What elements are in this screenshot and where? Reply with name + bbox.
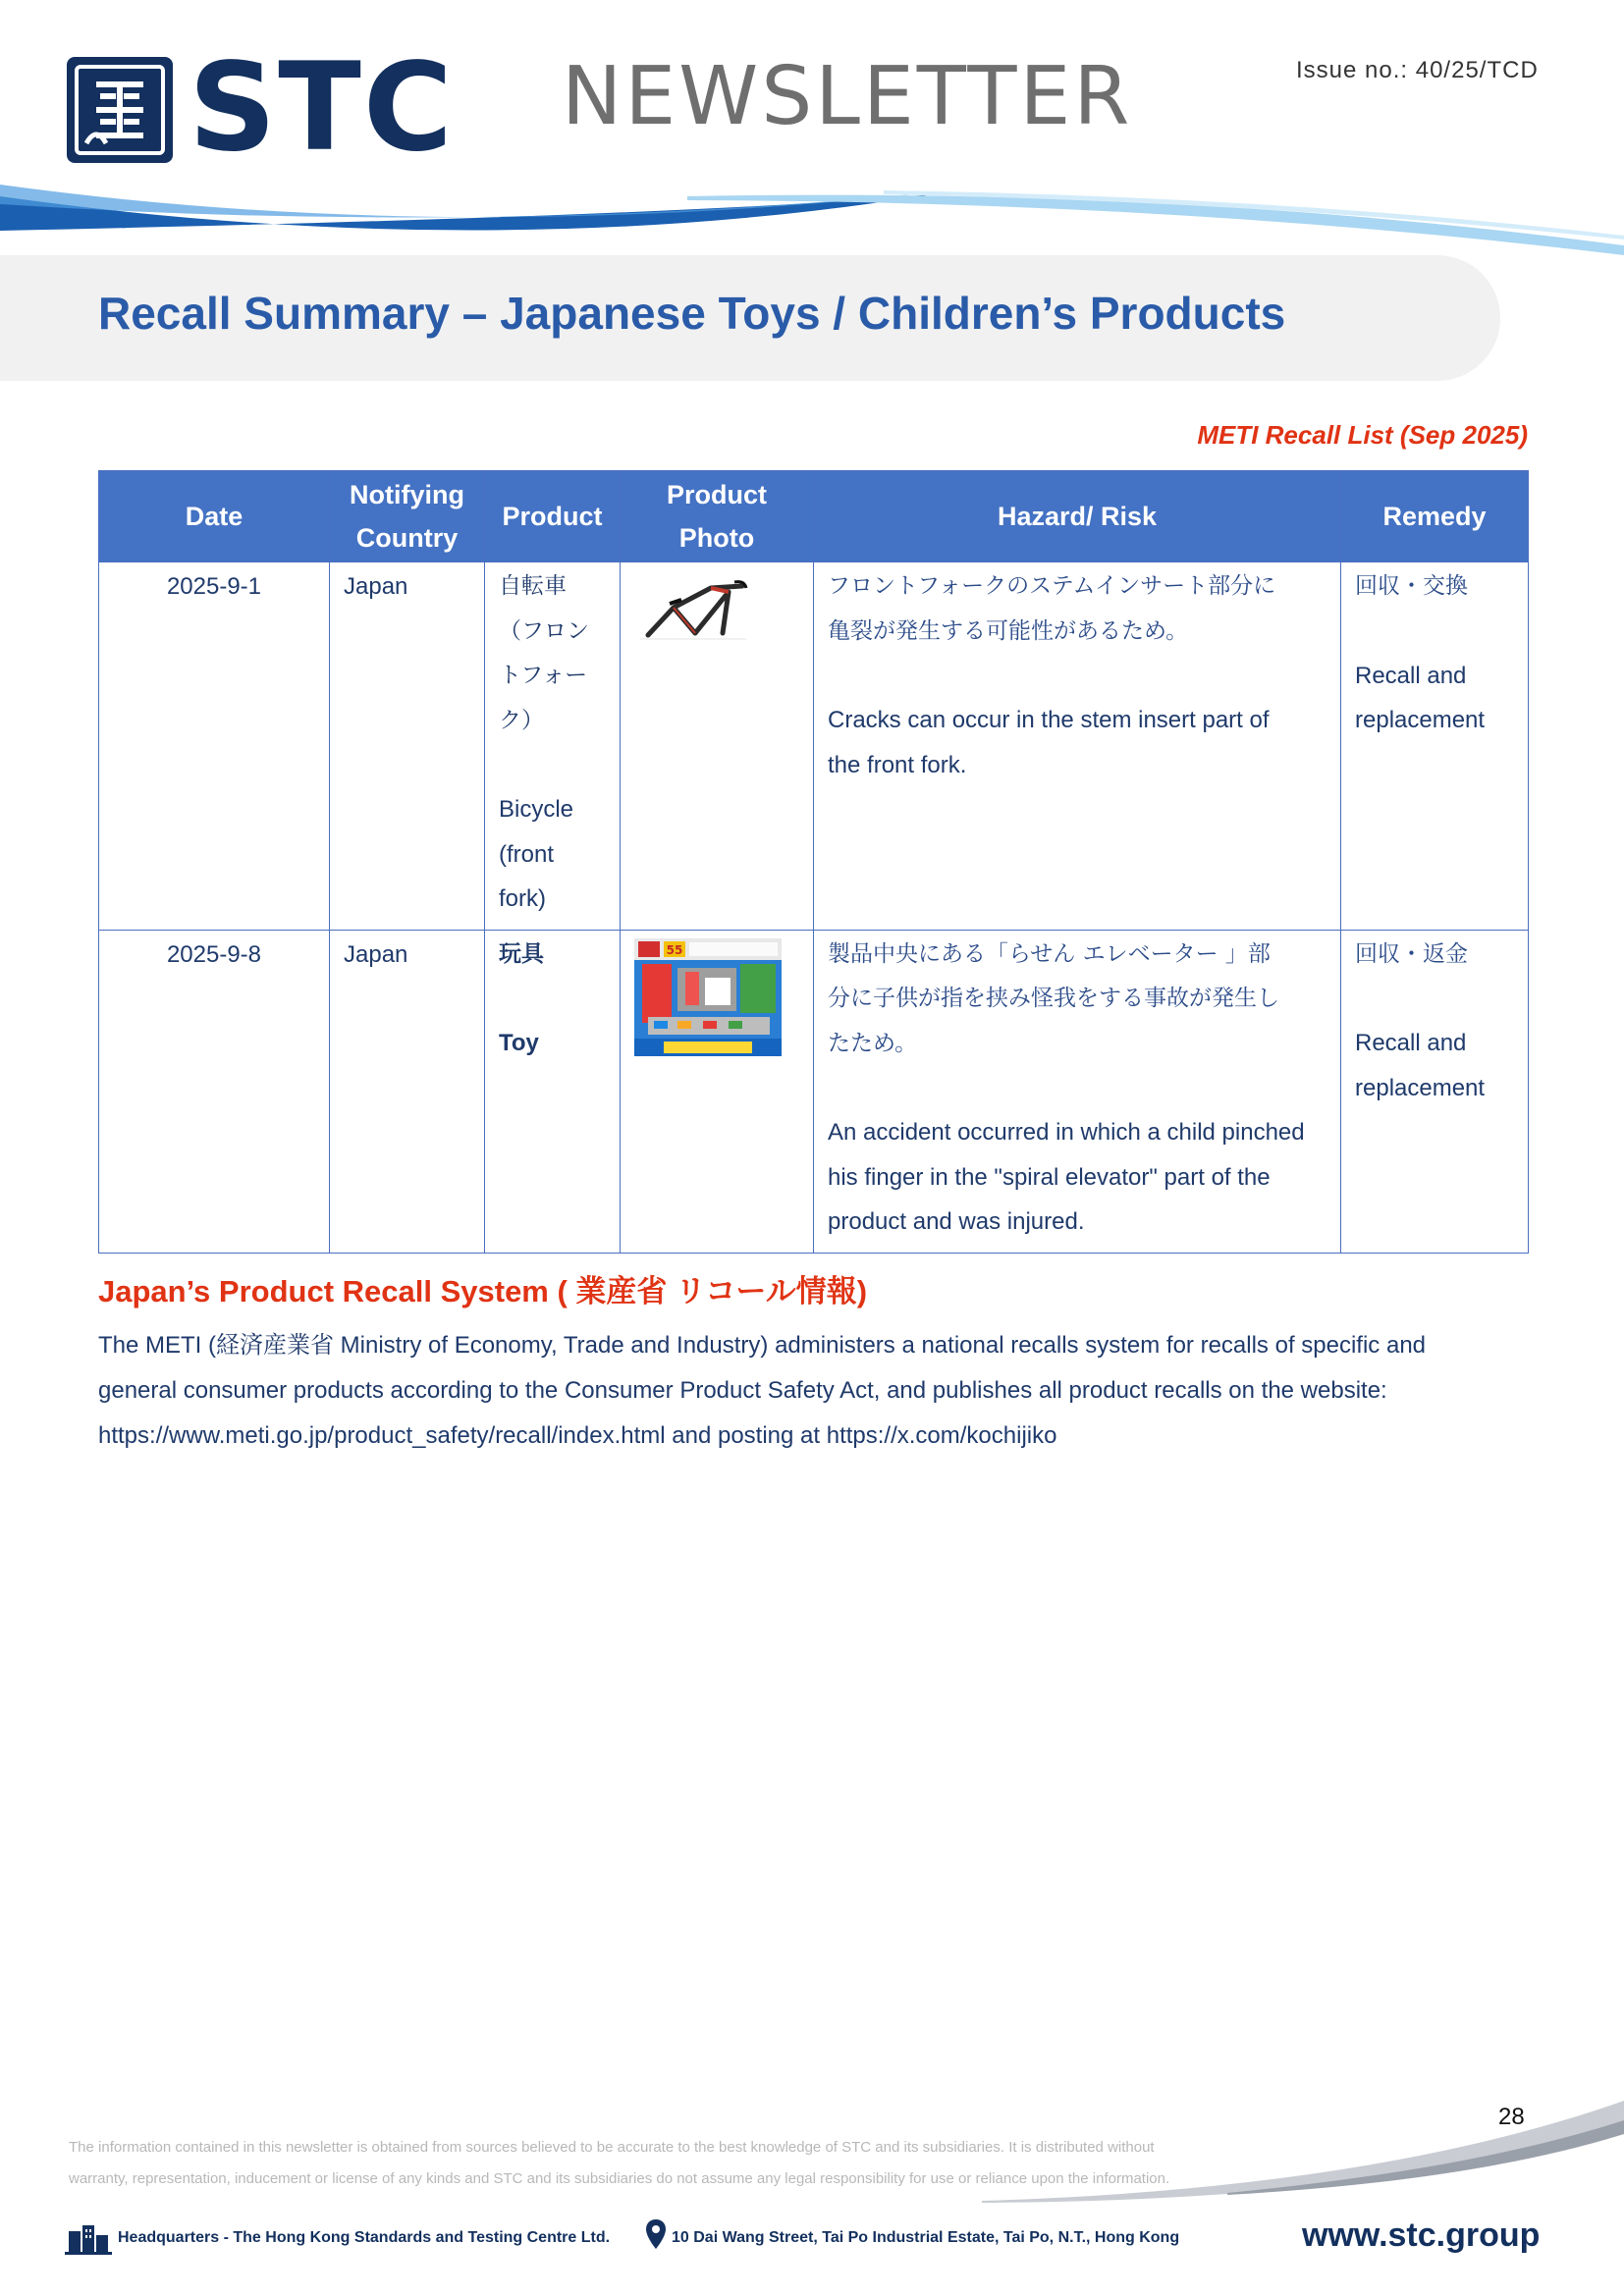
header-hazard: Hazard/ Risk xyxy=(814,471,1341,562)
section-title: Japan’s Product Recall System ( 業産省 リコール情報) xyxy=(98,1274,868,1308)
hazard-en-line: An accident occurred in which a child pinched xyxy=(828,1119,1305,1146)
disclaimer xyxy=(69,2132,1345,2195)
stc-logo-icon xyxy=(67,57,173,163)
section-body xyxy=(98,1323,1532,1459)
remedy-jp-line: 回収・交換 xyxy=(1355,573,1468,599)
cell-remedy xyxy=(1341,930,1529,1253)
product-jp-line: （フロン xyxy=(499,617,589,644)
table-header-row xyxy=(99,471,1529,562)
remedy-en-line: replacement xyxy=(1355,1074,1486,1101)
newsletter-title: NEWSLETTER xyxy=(562,50,1133,143)
section-body-line: The METI (経済産業省 Ministry of Economy, Trade and Industry) administers a national recalls system for recalls of specific and xyxy=(98,1332,1427,1359)
page-title: Recall Summary – Japanese Toys / Children’s Products xyxy=(98,288,1286,339)
header-notifying-country xyxy=(330,471,485,562)
product-en-line: Toy xyxy=(499,1030,539,1056)
issue-number: Issue no.: 40/25/TCD xyxy=(1296,57,1539,83)
location-pin-icon xyxy=(646,2219,666,2249)
hazard-jp-line: フロントフォークのステムインサート部分に xyxy=(828,573,1276,599)
product-jp-line: 自転車 xyxy=(499,573,567,599)
cell-country: Japan xyxy=(330,562,485,931)
headquarters-text: Headquarters - The Hong Kong Standards and Testing Centre Ltd. xyxy=(118,2229,611,2246)
hazard-en-line: his finger in the "spiral elevator" part of the xyxy=(828,1163,1271,1191)
header-product: Product xyxy=(485,471,621,562)
cell-hazard xyxy=(814,562,1341,931)
stc-logo xyxy=(67,37,460,179)
recall-list-title: METI Recall List (Sep 2025) xyxy=(1197,420,1528,450)
cell-remedy xyxy=(1341,562,1529,931)
product-jp-line: ク） xyxy=(499,707,544,733)
cell-date: 2025-9-8 xyxy=(99,930,330,1253)
product-en-line: (front xyxy=(499,840,555,868)
toy-box-label: 55 xyxy=(666,942,683,957)
header-country-line-1: Notifying xyxy=(350,480,464,509)
product-en-line: fork) xyxy=(499,885,546,912)
cell-country: Japan xyxy=(330,930,485,1253)
address-text: 10 Dai Wang Street, Tai Po Industrial Estate, Tai Po, N.T., Hong Kong xyxy=(672,2229,1180,2246)
building-icon xyxy=(65,2221,112,2255)
cell-photo xyxy=(621,930,814,1253)
bicycle-photo xyxy=(634,570,752,649)
remedy-jp-line: 回収・返金 xyxy=(1355,940,1468,967)
section-body-line: https://www.meti.go.jp/product_safety/recall/index.html and posting at https://x.com/kochijiko xyxy=(98,1422,1057,1449)
cell-product xyxy=(485,930,621,1253)
cell-photo xyxy=(621,562,814,931)
toy-box-photo xyxy=(634,938,782,1056)
disclaimer-line: warranty, representation, inducement or license of any kinds and STC and its subsidiaries do not assume any legal responsibility for use or reliance upon the information. xyxy=(69,2170,1170,2187)
remedy-en-line: Recall and xyxy=(1355,662,1467,689)
hazard-en-line: Cracks can occur in the stem insert part of xyxy=(828,707,1270,733)
cell-product xyxy=(485,562,621,931)
header-country-line-2: Country xyxy=(355,523,459,553)
logo-wordmark: STC xyxy=(189,37,455,179)
hazard-en-line: the front fork. xyxy=(828,751,967,778)
header-product-photo xyxy=(621,471,814,562)
header-date: Date xyxy=(99,471,330,562)
hazard-jp-line: 製品中央にある「らせん エレベーター 」部 xyxy=(828,940,1271,967)
product-en-line: Bicycle xyxy=(499,796,574,823)
header-remedy: Remedy xyxy=(1341,471,1529,562)
product-jp-line: トフォー xyxy=(499,663,588,688)
table-row xyxy=(99,562,1529,931)
hazard-jp-line: 亀裂が発生する可能性があるため。 xyxy=(828,617,1189,644)
hazard-en-line: product and was injured. xyxy=(828,1208,1085,1235)
recall-table xyxy=(98,470,1529,1254)
cell-hazard xyxy=(814,930,1341,1253)
hazard-jp-line: 分に子供が指を挟み怪我をする事故が発生し xyxy=(828,986,1279,1011)
remedy-en-line: Recall and xyxy=(1355,1030,1467,1056)
header-photo-line-2: Photo xyxy=(678,523,755,553)
cell-date: 2025-9-1 xyxy=(99,562,330,931)
page-number: 28 xyxy=(1498,2104,1525,2130)
table-row xyxy=(99,930,1529,1253)
hazard-jp-line: たため。 xyxy=(828,1030,918,1056)
section-body-line: general consumer products according to the Consumer Product Safety Act, and publishes all product recalls on the website: xyxy=(98,1377,1387,1404)
website-link[interactable]: www.stc.group xyxy=(1302,2216,1541,2254)
remedy-en-line: replacement xyxy=(1355,707,1486,733)
product-jp-line: 玩具 xyxy=(499,940,544,967)
header-photo-line-1: Product xyxy=(666,480,767,509)
disclaimer-line: The information contained in this newsletter is obtained from sources believed to be accurate to the best knowledge of STC and its subsidiaries. It is distributed without xyxy=(69,2139,1155,2156)
